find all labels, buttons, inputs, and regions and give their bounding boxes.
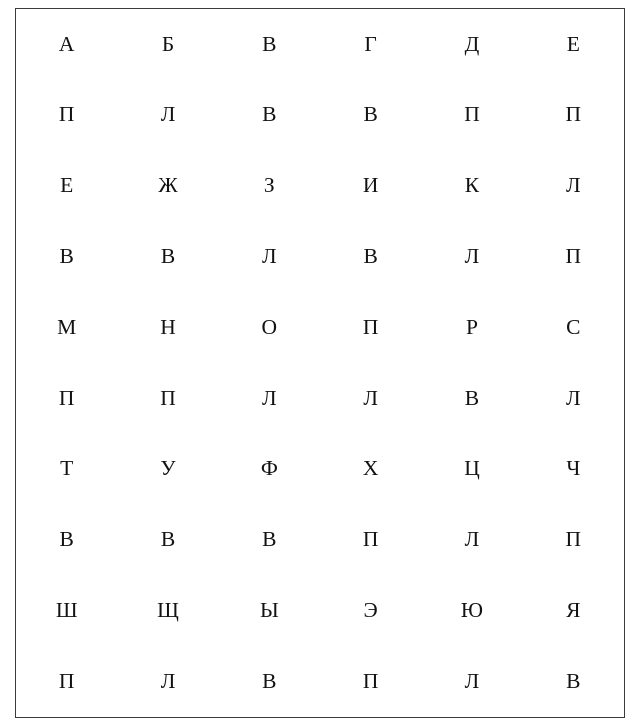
grid-cell: О	[261, 314, 278, 339]
table-row	[16, 434, 624, 505]
grid-cell: П	[362, 527, 379, 552]
grid-cell: Ы	[259, 598, 279, 623]
grid-cell: В	[160, 527, 176, 552]
grid-cell: Ц	[464, 456, 480, 481]
grid-cell: П	[58, 668, 75, 693]
grid-cell: В	[262, 31, 277, 56]
grid-cell: П	[565, 527, 582, 552]
grid-cell: В	[566, 668, 581, 693]
grid-cell: Ж	[158, 173, 178, 198]
table-row	[16, 292, 624, 363]
grid-cell: Т	[60, 456, 74, 481]
grid-cell: В	[59, 244, 74, 269]
grid-cell: В	[262, 527, 277, 552]
grid-cell: С	[566, 314, 581, 339]
grid-cell: И	[362, 173, 379, 198]
grid-cell: П	[565, 244, 582, 269]
grid-cell: Л	[464, 527, 480, 552]
grid-cell: Л	[464, 668, 480, 693]
grid-cell: М	[57, 314, 77, 339]
grid-cell: Л	[566, 385, 581, 410]
grid-cell: Ш	[55, 598, 78, 623]
grid-cell: П	[362, 668, 379, 693]
grid-cell: В	[160, 244, 176, 269]
table-row	[16, 80, 624, 151]
grid-cell: В	[262, 668, 277, 693]
grid-cell: В	[464, 385, 480, 410]
grid-cell: Л	[464, 244, 480, 269]
grid-cell: Ч	[566, 456, 581, 481]
grid-cell: А	[58, 31, 75, 56]
table-row	[16, 505, 624, 576]
grid-cell: Я	[566, 598, 581, 623]
letter-grid	[16, 9, 624, 717]
grid-cell: Р	[465, 314, 478, 339]
grid-cell: Л	[566, 173, 581, 198]
grid-cell: П	[58, 385, 75, 410]
grid-cell: Б	[161, 31, 175, 56]
grid-cell: В	[59, 527, 74, 552]
grid-cell: В	[363, 102, 378, 127]
grid-cell: П	[58, 102, 75, 127]
table-row	[16, 151, 624, 222]
letter-table-frame	[15, 8, 625, 718]
grid-cell: У	[160, 456, 176, 481]
grid-cell: Ф	[260, 456, 278, 481]
grid-cell: Л	[262, 385, 277, 410]
grid-cell: Е	[566, 31, 580, 56]
grid-cell: Х	[362, 456, 379, 481]
grid-cell: П	[565, 102, 582, 127]
grid-cell: П	[160, 385, 176, 410]
grid-cell: В	[262, 102, 277, 127]
grid-cell: Щ	[157, 598, 179, 623]
grid-cell: Е	[60, 173, 74, 198]
table-row	[16, 221, 624, 292]
grid-cell: Н	[160, 314, 176, 339]
table-row	[16, 363, 624, 434]
grid-cell: К	[464, 173, 480, 198]
grid-cell: П	[464, 102, 480, 127]
table-row	[16, 646, 624, 717]
grid-cell: З	[263, 173, 275, 198]
letter-grid-body	[16, 9, 624, 717]
grid-cell: Д	[464, 31, 480, 56]
table-row	[16, 575, 624, 646]
grid-cell: П	[362, 314, 379, 339]
grid-cell: Л	[363, 385, 378, 410]
grid-cell: Л	[160, 668, 176, 693]
grid-cell: Л	[160, 102, 176, 127]
grid-cell: Э	[363, 598, 378, 623]
grid-cell: Г	[364, 31, 377, 56]
grid-cell: Л	[262, 244, 277, 269]
table-row	[16, 9, 624, 80]
grid-cell: Ю	[460, 598, 484, 623]
grid-cell: В	[363, 244, 378, 269]
